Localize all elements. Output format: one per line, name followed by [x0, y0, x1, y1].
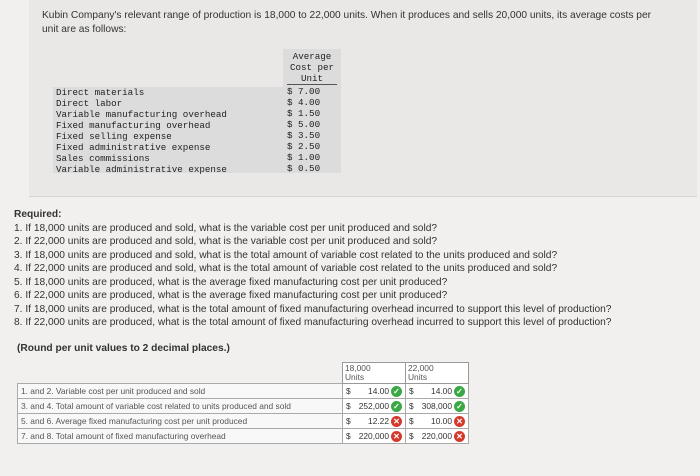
- required-item: 3. If 18,000 units are produced and sold, what is the total amount of variable cost related to the units produced and sold?: [14, 249, 558, 261]
- required-item: 2. If 22,000 units are produced and sold, what is the variable cost per unit produced and sold?: [14, 236, 438, 247]
- cost-label: Variable manufacturing overhead: [56, 109, 227, 120]
- currency-symbol: $: [409, 416, 414, 426]
- required-item: 6. If 22,000 units are produced, what is the average fixed manufacturing cost per unit produced?: [14, 290, 448, 301]
- required-item: 8. If 22,000 units are produced, what is the total amount of fixed manufacturing overhead incurred to support this level of production?: [14, 317, 612, 328]
- currency-symbol: $: [346, 416, 351, 426]
- x-icon: ✕: [391, 416, 402, 427]
- answer-input-cell[interactable]: [406, 399, 469, 414]
- answer-table: [17, 362, 469, 444]
- cost-label: Variable administrative expense: [56, 164, 227, 175]
- answer-input-cell[interactable]: [343, 414, 406, 429]
- answer-row-label: 1. and 2. Variable cost per unit produced and sold: [18, 384, 343, 399]
- currency-symbol: $: [409, 386, 414, 396]
- answer-row-label: 3. and 4. Total amount of variable cost related to units produced and sold: [18, 399, 343, 414]
- answer-header-row: [18, 363, 469, 384]
- answer-value[interactable]: 14.00: [431, 386, 452, 396]
- answer-value[interactable]: 220,000: [358, 431, 389, 441]
- cost-value: $ 4.00: [287, 97, 321, 108]
- cost-table-values: [283, 49, 341, 173]
- required-item: 4. If 22,000 units are produced and sold, what is the total amount of variable cost related to the units produced and sold?: [14, 263, 558, 274]
- required-item: 1. If 18,000 units are produced and sold, what is the variable cost per unit produced and sold?: [14, 222, 438, 234]
- cost-label: Fixed administrative expense: [56, 142, 211, 153]
- answer-row: [18, 414, 469, 429]
- problem-intro: Kubin Company's relevant range of production is 18,000 to 22,000 units. When it produces and sells 20,000 units, its average costs per unit are as follows:: [42, 10, 652, 35]
- cost-value: $ 1.50: [287, 108, 321, 119]
- currency-symbol: $: [409, 431, 414, 441]
- check-icon: ✓: [454, 386, 465, 397]
- cost-label: Direct materials: [56, 87, 145, 98]
- answer-input-cell[interactable]: [343, 399, 406, 414]
- cost-value: $ 7.00: [287, 86, 321, 97]
- cost-value: $ 1.00: [287, 152, 321, 163]
- answer-value[interactable]: 10.00: [431, 416, 452, 426]
- cost-label: Fixed manufacturing overhead: [56, 120, 211, 131]
- check-icon: ✓: [454, 401, 465, 412]
- cost-table-labels: [53, 87, 284, 173]
- answer-input-cell[interactable]: [406, 384, 469, 399]
- currency-symbol: $: [346, 401, 351, 411]
- answer-value[interactable]: 14.00: [368, 386, 389, 396]
- cost-value: $ 5.00: [287, 119, 321, 130]
- currency-symbol: $: [409, 401, 414, 411]
- answer-value[interactable]: 252,000: [358, 401, 389, 411]
- answer-row: [18, 429, 469, 444]
- cost-label: Fixed selling expense: [56, 131, 172, 142]
- required-item: 7. If 18,000 units are produced, what is the total amount of fixed manufacturing overhead incurred to support this level of production?: [14, 303, 612, 315]
- cost-label: Direct labor: [56, 98, 123, 109]
- x-icon: ✕: [391, 431, 402, 442]
- currency-symbol: $: [346, 431, 351, 441]
- required-section: [14, 208, 694, 330]
- answer-row: [18, 399, 469, 414]
- answer-input-cell[interactable]: [343, 429, 406, 444]
- answer-value[interactable]: 308,000: [421, 401, 452, 411]
- column-header-22000: 22,000 Units: [406, 363, 469, 384]
- cost-value: $ 2.50: [287, 141, 321, 152]
- answer-row-label: 7. and 8. Total amount of fixed manufacturing overhead: [18, 429, 343, 444]
- column-header-18000: 18,000 Units: [343, 363, 406, 384]
- required-title: Required:: [14, 209, 62, 220]
- answer-value[interactable]: 12.22: [368, 416, 389, 426]
- required-item: 5. If 18,000 units are produced, what is the average fixed manufacturing cost per unit produced?: [14, 276, 448, 288]
- cost-value: $ 0.50: [287, 163, 321, 174]
- answer-row-label: 5. and 6. Average fixed manufacturing cost per unit produced: [18, 414, 343, 429]
- answer-input-cell[interactable]: [406, 414, 469, 429]
- answer-row: [18, 384, 469, 399]
- answer-input-cell[interactable]: [406, 429, 469, 444]
- x-icon: ✕: [454, 416, 465, 427]
- rounding-instruction: (Round per unit values to 2 decimal places.): [17, 343, 230, 354]
- cost-table-header: Average Cost per Unit: [283, 49, 341, 85]
- cost-value: $ 3.50: [287, 130, 321, 141]
- answer-input-cell[interactable]: [343, 384, 406, 399]
- answer-value[interactable]: 220,000: [421, 431, 452, 441]
- check-icon: ✓: [391, 386, 402, 397]
- cost-label: Sales commissions: [56, 153, 150, 164]
- currency-symbol: $: [346, 386, 351, 396]
- check-icon: ✓: [391, 401, 402, 412]
- x-icon: ✕: [454, 431, 465, 442]
